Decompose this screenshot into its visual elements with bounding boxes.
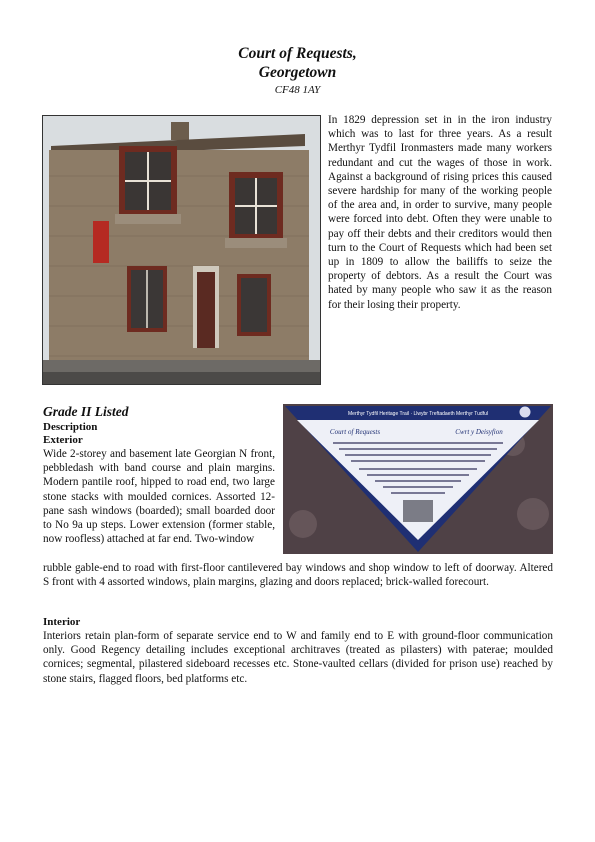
grade-heading: Grade II Listed xyxy=(43,404,129,419)
plaque-banner-text: Merthyr Tydfil Heritage Trail · Llwybr Treftadaeth Merthyr Tudful xyxy=(348,411,488,417)
heritage-plaque-photo xyxy=(283,404,553,554)
title-line-2: Georgetown xyxy=(258,64,337,81)
exterior-text-part1: Wide 2-storey and basement late Georgian N front, pebbledash with band course and plain margins. Modern pantile roof, hipped to road end, two large stone stacks with moulded cornices. Assorted 12-pane sash windows (boarded); small boarded door to No 9a up steps. Lower extension (former stable, now roofless) attached at far end. Two-window xyxy=(43,448,275,546)
exterior-heading: Exterior xyxy=(43,434,83,446)
building-photo xyxy=(42,115,321,385)
title-line-1: Court of Requests, xyxy=(238,45,357,62)
description-heading: Description xyxy=(43,421,98,433)
plaque-title-english: Court of Requests xyxy=(329,428,381,436)
plaque-title-welsh: Cwrt y Deisyfion xyxy=(455,428,503,436)
interior-heading: Interior xyxy=(43,616,81,628)
exterior-text-part2: rubble gable-end to road with first-floor cantilevered bay windows and shop window to left of doorway. Altered S front with 4 assorted windows, plain margins, glazing and doors replaced; brick-walled forecourt. xyxy=(43,562,553,589)
intro-paragraph: In 1829 depression set in in the iron industry which was to last for three years. As a result Merthyr Tydfil Ironmasters made many workers redundant and cut the wages of those in work. Against a background of rising prices this caused severe hardship for many of the working people of the area and, in order to survive, many people were forced into debt. Often they were unable to pay off their debts and their creditors would then turn to the Court of Requests which had been set up in 1809 to allow the bailiffs to seize the property of debtors. As a result the Court was hated by many people who saw it as the reason for their losing their property. xyxy=(328,114,552,311)
interior-paragraph: Interiors retain plan-form of separate service end to W and family end to E with ground-floor communication only. Good Regency detailing includes exceptional architraves (treated as pilasters) with paterae; moulded cornices; segmental, pilastered sideboard recesses etc. Stone-vaulted cellars (divided for prison use) reached by stone stairs, flagged floors, bed platforms etc. xyxy=(43,630,553,685)
postcode: CF48 1AY xyxy=(274,84,321,96)
